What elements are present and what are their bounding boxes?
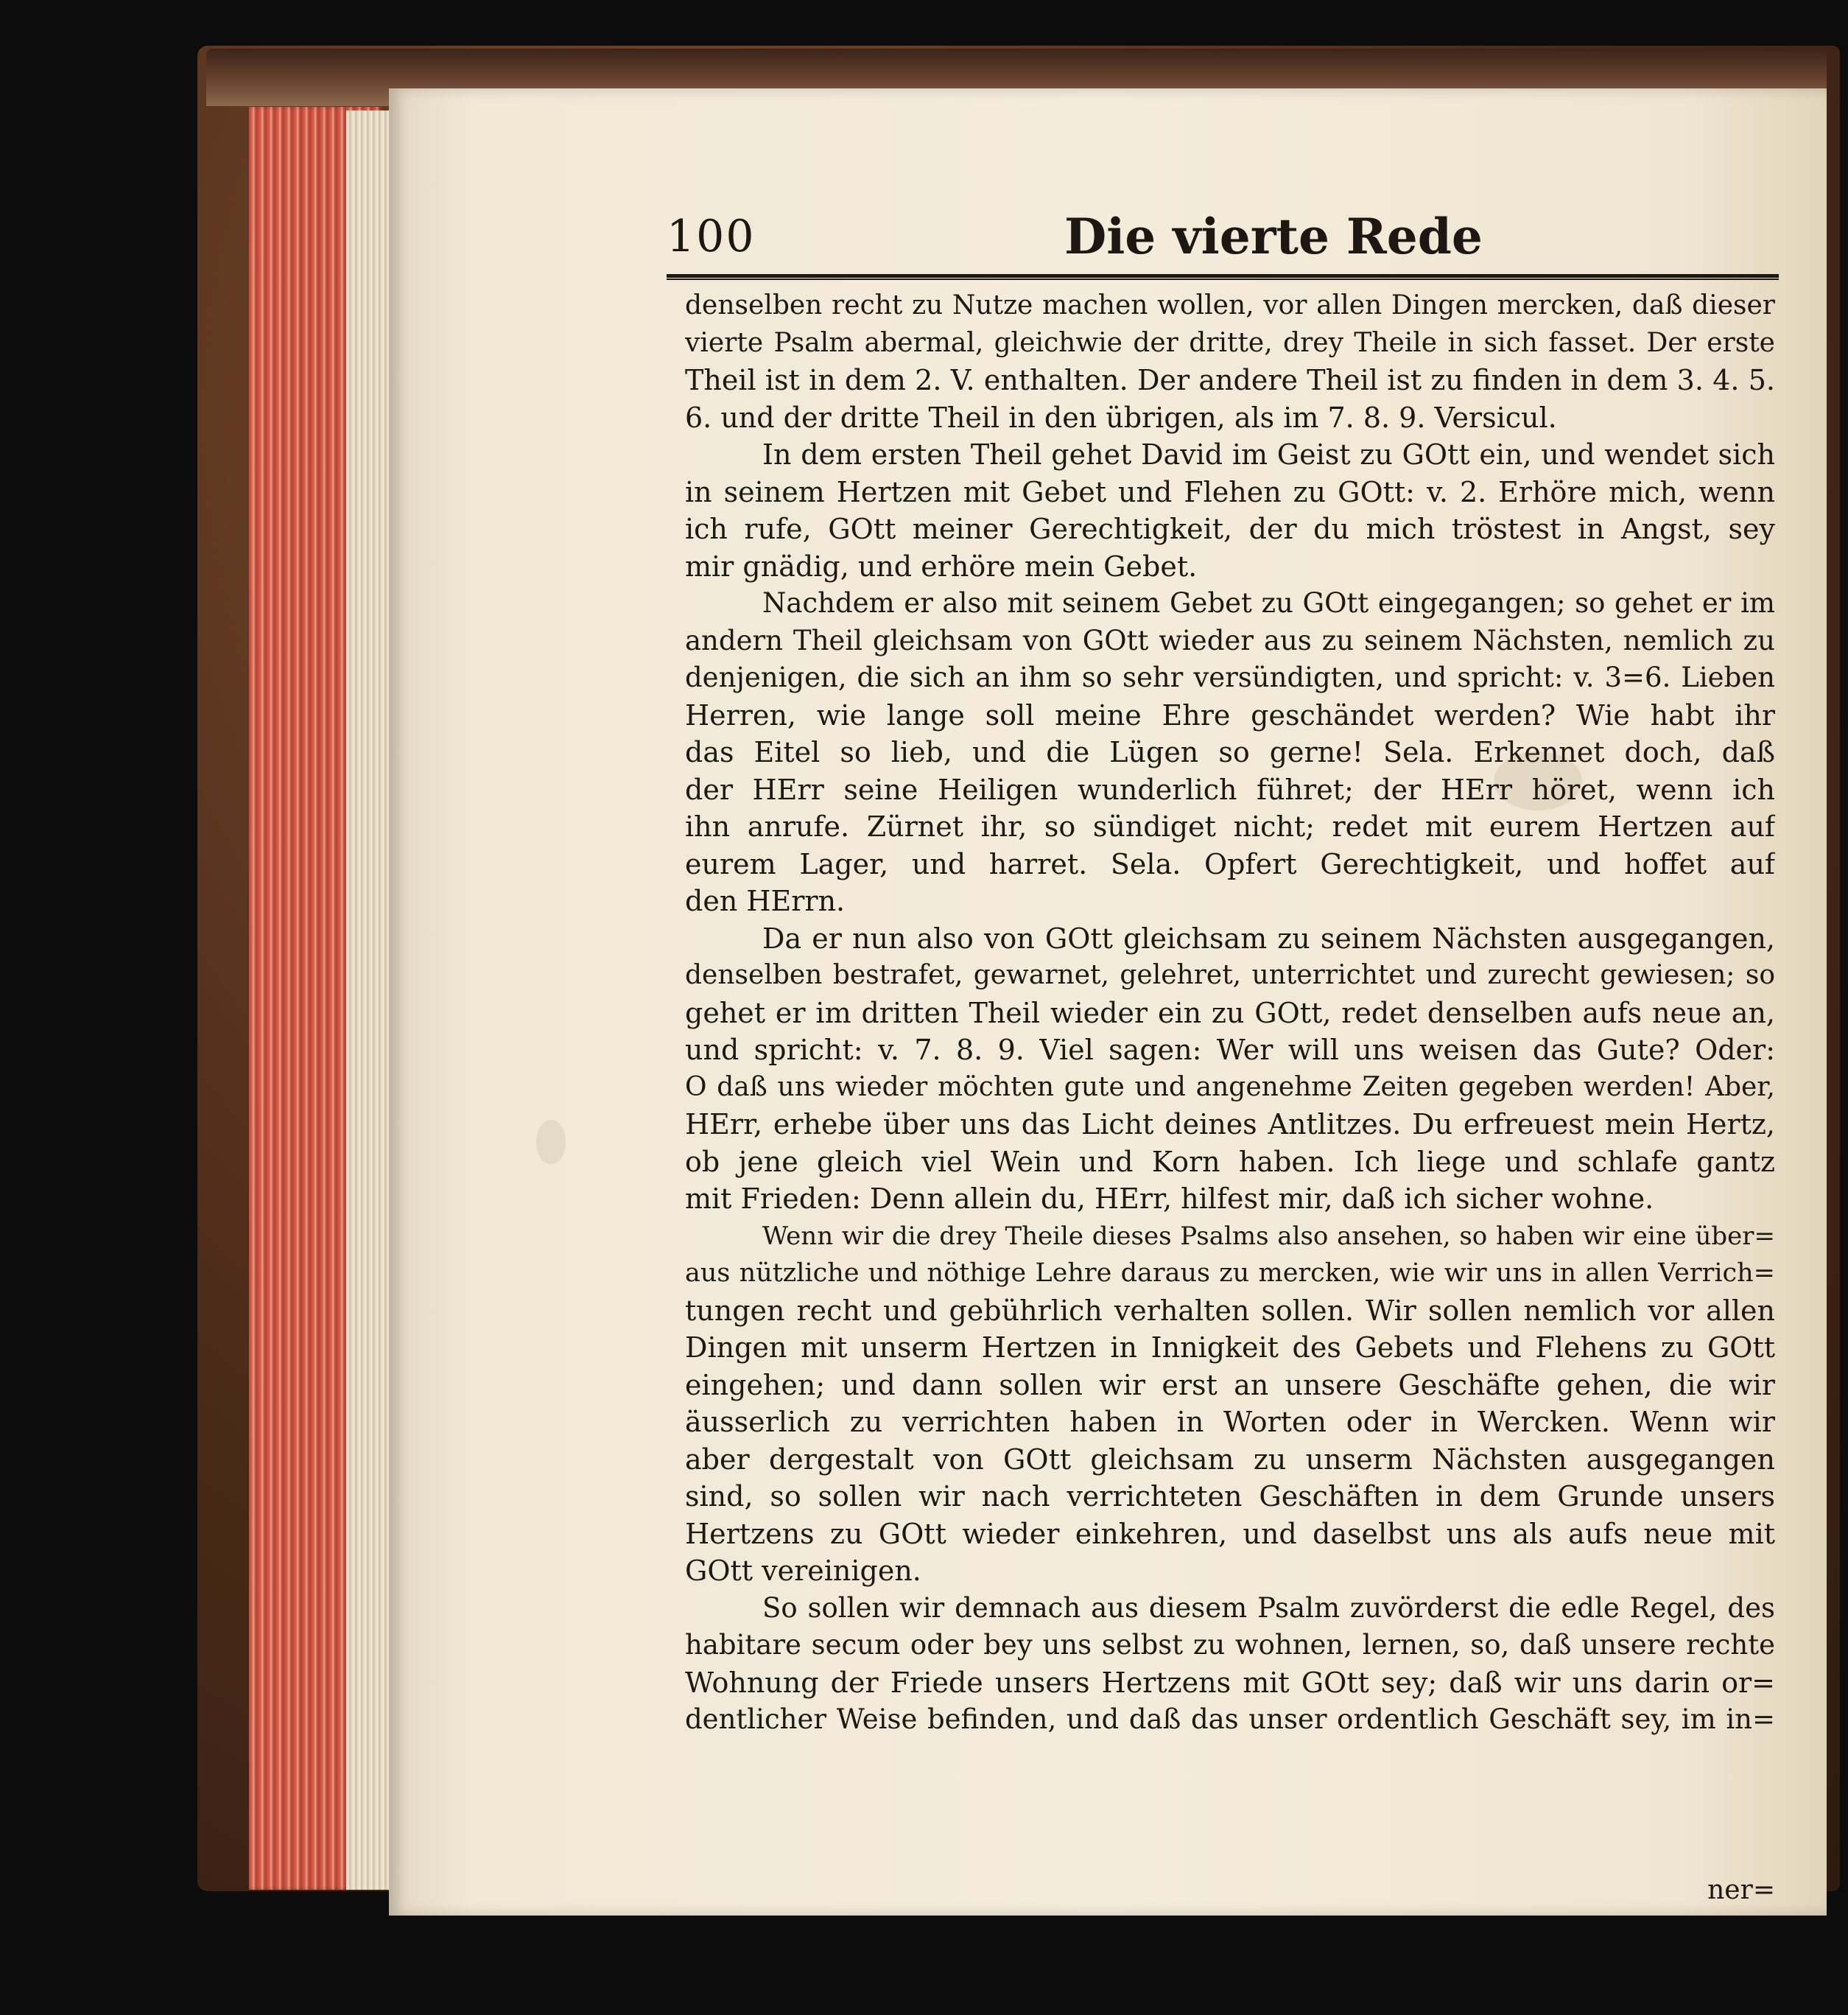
text-line: denselben recht zu Nutze machen wollen, vor allen Dingen mercken, daß dieser xyxy=(685,290,1775,320)
text-line: das Eitel so lieb, und die Lügen so gerne! Sela. Erkennet doch, daß xyxy=(685,736,1775,768)
text-line: Nachdem er also mit seinem Gebet zu GOtt eingegangen; so gehet er im xyxy=(762,587,1775,619)
text-line: Dingen mit unserm Hertzen in Innigkeit des Gebets und Flehens zu GOtt xyxy=(685,1331,1775,1364)
text-line: ich rufe, GOtt meiner Gerechtigkeit, der du mich tröstest in Angst, sey xyxy=(685,513,1775,545)
paper-stain xyxy=(536,1120,566,1164)
running-title: Die vierte Rede xyxy=(1064,208,1483,265)
text-line: eurem Lager, und harret. Sela. Opfert Gerechtigkeit, und hoffet auf xyxy=(685,847,1775,880)
text-line: mit Frieden: Denn allein du, HErr, hilfest mir, daß ich sicher wohne. xyxy=(685,1182,1654,1215)
text-line: und spricht: v. 7. 8. 9. Viel sagen: Wer will uns weisen das Gute? Oder: xyxy=(685,1034,1775,1066)
text-line: gehet er im dritten Theil wieder ein zu GOtt, redet denselben aufs neue an, xyxy=(685,996,1775,1029)
text-line: aus nützliche und nöthige Lehre daraus zu mercken, wie wir uns in allen Verrich= xyxy=(685,1258,1775,1288)
text-line: O daß uns wieder möchten gute und angenehme Zeiten gegeben werden! Aber, xyxy=(685,1071,1775,1102)
text-line: In dem ersten Theil gehet David im Geist zu GOtt ein, und wendet sich xyxy=(762,438,1775,471)
text-line: Wenn wir die drey Theile dieses Psalms also ansehen, so haben wir eine über= xyxy=(762,1221,1775,1251)
body-text xyxy=(685,287,1775,1739)
text-line: sind, so sollen wir nach verrichteten Geschäften in dem Grunde unsers xyxy=(685,1480,1775,1513)
text-line: den HErrn. xyxy=(685,885,846,917)
text-line: tungen recht und gebührlich verhalten sollen. Wir sollen nemlich vor allen xyxy=(685,1294,1775,1327)
page-number: 100 xyxy=(667,211,756,262)
text-line: Theil ist in dem 2. V. enthalten. Der andere Theil ist zu finden in dem 3. 4. 5. xyxy=(685,364,1775,396)
text-line: ihn anrufe. Zürnet ihr, so sündiget nicht; redet mit eurem Hertzen auf xyxy=(685,810,1775,843)
header-rule xyxy=(667,274,1779,280)
text-line: habitare secum oder bey uns selbst zu wohnen, lernen, so, daß unsere rechte xyxy=(685,1629,1775,1661)
text-line: So sollen wir demnach aus diesem Psalm zuvörderst die edle Regel, des xyxy=(762,1591,1775,1624)
text-line: Hertzens zu GOtt wieder einkehren, und daselbst uns als aufs neue mit xyxy=(685,1517,1775,1550)
text-line: vierte Psalm abermal, gleichwie der dritte, drey Theile in sich fasset. Der erste xyxy=(685,327,1775,358)
text-line: in seinem Hertzen mit Gebet und Flehen zu GOtt: v. 2. Erhöre mich, wenn xyxy=(685,475,1775,508)
text-line: eingehen; und dann sollen wir erst an unsere Geschäfte gehen, die wir xyxy=(685,1368,1775,1401)
catchword-row xyxy=(685,1875,1775,1904)
text-line: denjenigen, die sich an ihm so sehr versündigten, und spricht: v. 3=6. Lieben xyxy=(685,662,1775,693)
text-line: denselben bestrafet, gewarnet, gelehret, unterrichtet und zurecht gewiesen; so xyxy=(685,960,1775,990)
text-line: ob jene gleich viel Wein und Korn haben. Ich liege und schlafe gantz xyxy=(685,1145,1775,1178)
text-line: GOtt vereinigen. xyxy=(685,1555,921,1587)
text-line: der HErr seine Heiligen wunderlich führet; der HErr höret, wenn ich xyxy=(685,773,1775,806)
text-line: andern Theil gleichsam von GOtt wieder aus zu seinem Nächsten, nemlich zu xyxy=(685,624,1775,656)
text-line: mir gnädig, und erhöre mein Gebet. xyxy=(685,550,1198,583)
text-line: Da er nun also von GOtt gleichsam zu seinem Nächsten ausgegangen, xyxy=(762,922,1775,955)
text-line: aber dergestalt von GOtt gleichsam zu unserm Nächsten ausgegangen xyxy=(685,1443,1775,1476)
text-line: Herren, wie lange soll meine Ehre geschändet werden? Wie habt ihr xyxy=(685,698,1775,732)
text-line: äusserlich zu verrichten haben in Worten oder in Wercken. Wenn wir xyxy=(685,1406,1775,1438)
text-line: dentlicher Weise befinden, und daß das unser ordentlich Geschäft sey, im in= xyxy=(685,1703,1775,1735)
text-line: Wohnung der Friede unsers Hertzens mit GOtt sey; daß wir uns darin or= xyxy=(685,1666,1775,1699)
text-line: 6. und der dritte Theil in den übrigen, als im 7. 8. 9. Versicul. xyxy=(685,401,1557,434)
page-header xyxy=(667,208,1779,270)
text-line: HErr, erhebe über uns das Licht deines Antlitzes. Du erfreuest mein Hertz, xyxy=(685,1108,1775,1140)
page-block-edges xyxy=(346,111,390,1890)
catchword: ner= xyxy=(1707,1875,1775,1905)
